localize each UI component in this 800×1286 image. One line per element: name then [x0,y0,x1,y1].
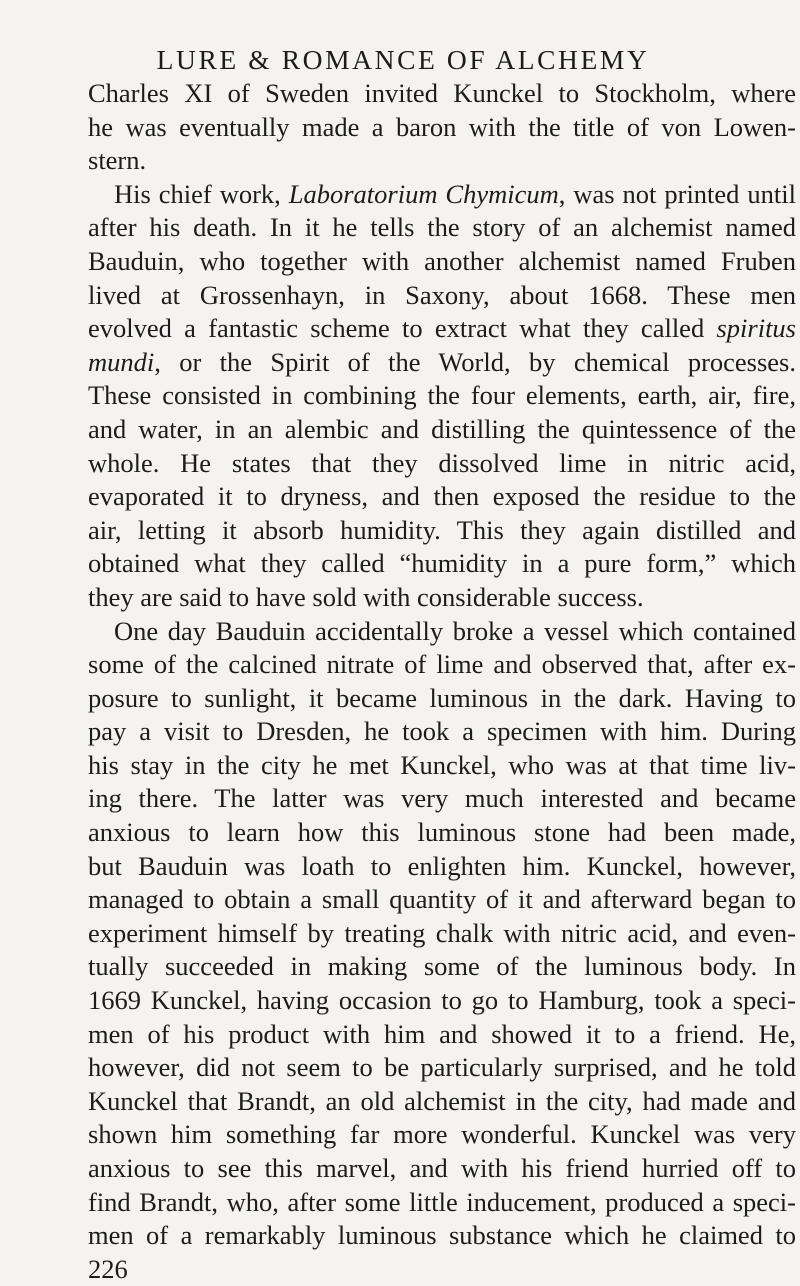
text-line: experiment himself by treating chalk with nitric acid, and even- [88,917,796,948]
text-line: anxious to learn how this luminous stone had been made, [88,817,796,848]
text-line: shown him something far more wonderful. Kunckel was very [88,1119,796,1150]
text-line: they are said to have sold with considerable success. [88,581,644,612]
text-line: obtained what they called “humidity in a pure form,” which [88,548,796,579]
text-line: his stay in the city he met Kunckel, who was at that time liv- [88,749,796,780]
italic-term: mundi [88,346,155,377]
text-line: pay a visit to Dresden, he took a specimen with him. During [88,716,796,747]
text-line: His chief work, Laboratorium Chymicum, was not printed until [114,178,796,209]
text-line: anxious to see this marvel, and with his friend hurried off to [88,1153,796,1183]
text-line: find Brandt, who, after some little inducement, produced a speci- [88,1186,796,1217]
text-line: men of his product with him and showed it to a friend. He, [88,1018,796,1049]
text-line: and water, in an alembic and distilling the quintessence of the [88,413,796,444]
text-line: Kunckel that Brandt, an old alchemist in the city, had made and [88,1085,796,1116]
text-line: tually succeeded in making some of the luminous body. In [88,951,796,982]
text-line: lived at Grossenhayn, in Saxony, about 1668. These men [88,279,796,310]
text-line: evolved a fantastic scheme to extract what they called spiritus [88,313,796,344]
text-line: men of a remarkably luminous substance which he claimed to [88,1220,796,1251]
text-line: evaporated it to dryness, and then exposed the residue to the [88,481,796,512]
text-line: mundi, or the Spirit of the World, by chemical processes. [88,346,796,377]
text-line: 1669 Kunckel, having occasion to go to Hamburg, took a speci- [88,985,796,1016]
italic-term: Laboratorium Chymicum [288,178,559,209]
text-line: stern. [88,145,147,176]
text-line: These consisted in combining the four elements, earth, air, fire, [88,380,796,411]
text-line: air, letting it absorb humidity. This they again distilled and [88,514,796,545]
text-line: ing there. The latter was very much interested and became [88,783,796,814]
text-line: posure to sunlight, it became luminous in the dark. Having to [88,682,796,713]
text-line: some of the calcined nitrate of lime and observed that, after ex- [88,649,796,680]
text-line: Charles XI of Sweden invited Kunckel to Stockholm, where [88,78,796,108]
running-head: LURE & ROMANCE OF ALCHEMY [156,44,650,75]
text-line: Bauduin, who together with another alchemist named Fruben [88,245,796,276]
page-number: 226 [88,1253,128,1284]
italic-term: spiritus [716,313,796,344]
text-line: he was eventually made a baron with the title of von Lowen- [88,111,796,142]
text-line: managed to obtain a small quantity of it and afterward began to [88,884,796,915]
text-line: One day Bauduin accidentally broke a vessel which contained [114,615,796,646]
text-line: after his death. In it he tells the story of an alchemist named [88,212,796,243]
text-line: whole. He states that they dissolved lime in nitric acid, [88,447,796,478]
text-line: however, did not seem to be particularly surprised, and he told [88,1052,796,1083]
body-text [88,77,796,1286]
text-line: but Bauduin was loath to enlighten him. Kunckel, however, [88,850,796,881]
